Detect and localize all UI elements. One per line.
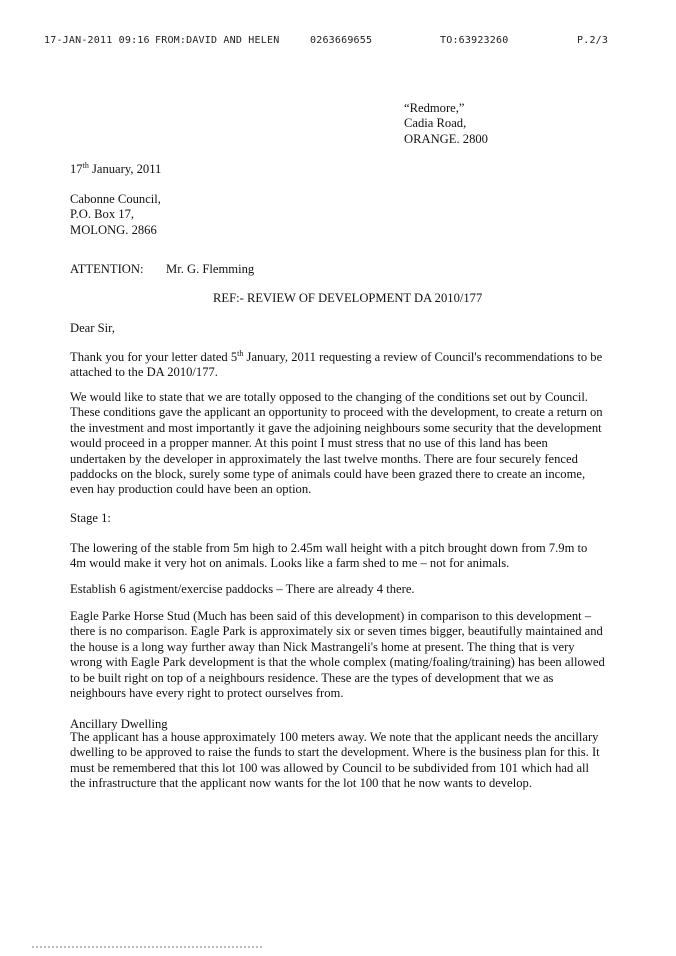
sender-address-line: ORANGE. 2800 — [404, 131, 488, 146]
stage-heading: Stage 1: — [70, 511, 111, 525]
paragraph-opposed: We would like to state that we are totally opposed to the changing of the conditions set out by Council. These conditions gave the applicant an opportunity to proceed with the development, to create a return on the investment and most importantly it gave the adjoining neighbours some security that the development would proceed in a propper manner. At this point I must stress that no use of this land has been undertaken by the developer in approximately the last twelve months. There are four securely fenced paddocks on the block, surely some type of animals could have been grazed there to create an income, even hay production could have been an option. — [70, 390, 603, 497]
date-rest: January, 2011 — [88, 162, 162, 176]
paragraph-sup: th — [237, 348, 244, 358]
paragraph-eagle-park: Eagle Parke Horse Stud (Much has been said of this development) in comparison to this development – there is no comparison. Eagle Park is approximately six or seven times bigger, beautifully maintained and the house is a long way further away than Nick Mastrangeli's home at present. The thing that is very wrong with Eagle Park development is that the whole complex (mating/foaling/training) has been allowed to be built right on top of a neighbours residence. These are the types of development that we as neighbours have every right to protect ourselves from. — [70, 609, 605, 701]
date-suffix: th — [82, 160, 89, 170]
recipient-address — [70, 192, 161, 238]
sender-address-line: “Redmore,” — [404, 101, 465, 115]
recipient-address-line: Cabonne Council, — [70, 192, 161, 206]
scan-artifact — [32, 946, 262, 950]
recipient-address-line: P.O. Box 17, — [70, 207, 135, 222]
fax-datetime: 17-JAN-2011 09:16 — [44, 35, 150, 46]
attention-line — [70, 262, 254, 277]
fax-page: P.2/3 — [577, 35, 609, 46]
sender-address-line: Cadia Road, — [404, 116, 467, 131]
letter-date — [70, 162, 161, 177]
attention-name: Mr. G. Flemming — [166, 262, 255, 276]
paragraph-text: January, 2011 requesting a review of Council's recommendations to be attached to the DA 2010/177. — [70, 350, 603, 380]
paragraph-paddocks: Establish 6 agistment/exercise paddocks – There are already 4 there. — [70, 582, 415, 596]
attention-label: ATTENTION: — [70, 262, 144, 276]
ancillary-heading: Ancillary Dwelling — [70, 717, 168, 731]
paragraph-text: Thank you for your letter dated 5 — [70, 350, 238, 364]
paragraph-stable: The lowering of the stable from 5m high to 2.45m wall height with a pitch brought down from 7.9m to 4m would make it very hot on animals. Looks like a farm shed to me – not for animals. — [70, 541, 588, 571]
reference-line: REF:- REVIEW OF DEVELOPMENT DA 2010/177 — [213, 291, 483, 305]
fax-from-number: 0263669655 — [310, 35, 373, 46]
date-day: 17 — [70, 162, 83, 176]
sender-address — [404, 101, 488, 147]
salutation: Dear Sir, — [70, 321, 115, 335]
recipient-address-line: MOLONG. 2866 — [70, 222, 157, 237]
paragraph-thank-you — [70, 350, 606, 381]
fax-from: FROM:DAVID AND HELEN — [155, 35, 280, 46]
fax-to: TO:63923260 — [440, 35, 509, 46]
paragraph-ancillary: The applicant has a house approximately 100 meters away. We note that the applicant needs the ancillary dwelling to be approved to raise the funds to start the development. Where is the business plan for this. It must be remembered that this lot 100 was allowed by Council to be subdivided from 101 which had all the infrastructure that the applicant now wants for the lot 100 that he now wants to develop. — [70, 730, 600, 791]
